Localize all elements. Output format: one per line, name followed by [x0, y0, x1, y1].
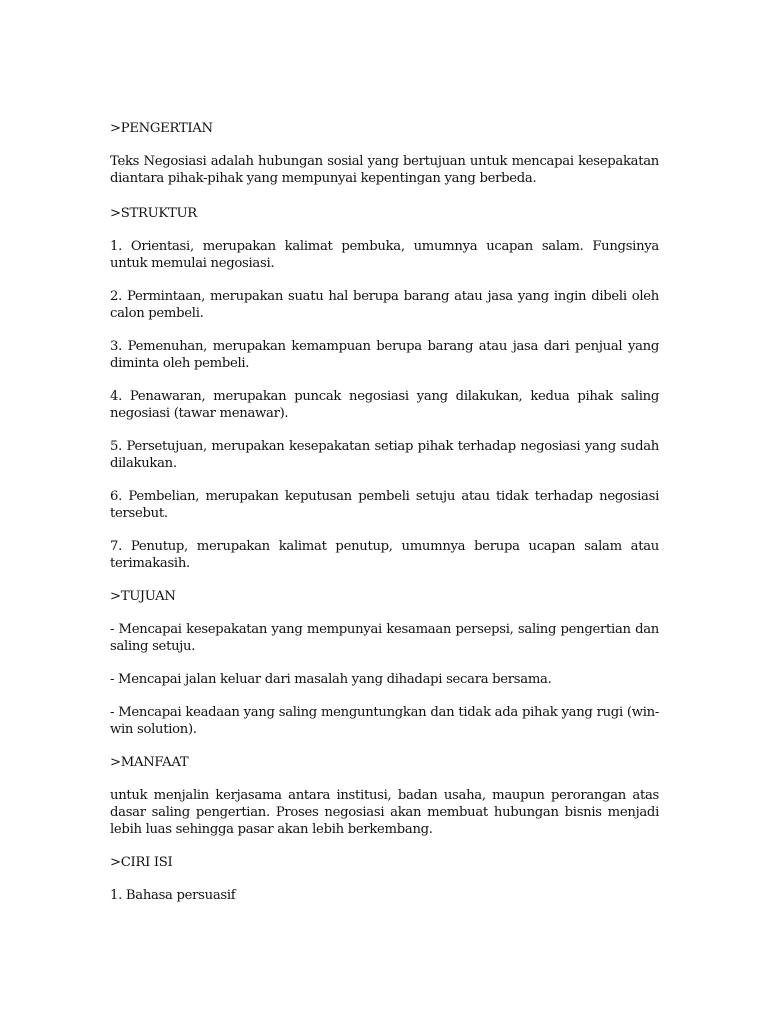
section-heading-struktur: >STRUKTUR: [110, 206, 197, 221]
struktur-item-orientasi: 1. Orientasi, merupakan kalimat pembuka, umumnya ucapan salam. Fungsinya untuk memulai negosiasi.: [110, 239, 659, 271]
manfaat-paragraph: untuk menjalin kerjasama antara institusi, badan usaha, maupun perorangan atas dasar saling pengertian. Proses negosiasi akan membuat hubungan bisnis menjadi lebih luas sehingga pasar akan lebih berkembang.: [110, 788, 659, 837]
struktur-item-pemenuhan: 3. Pemenuhan, merupakan kemampuan berupa barang atau jasa dari penjual yang diminta oleh pembeli.: [110, 339, 659, 371]
tujuan-item-kesepakatan: - Mencapai kesepakatan yang mempunyai kesamaan persepsi, saling pengertian dan saling setuju.: [110, 622, 659, 654]
section-heading-tujuan: >TUJUAN: [110, 589, 176, 604]
struktur-item-persetujuan: 5. Persetujuan, merupakan kesepakatan setiap pihak terhadap negosiasi yang sudah dilakukan.: [110, 439, 659, 471]
ciri-isi-item-bahasa-persuasif: 1. Bahasa persuasif: [110, 888, 236, 903]
pengertian-paragraph: Teks Negosiasi adalah hubungan sosial yang bertujuan untuk mencapai kesepakatan diantara pihak-pihak yang mempunyai kepentingan yang berbeda.: [110, 154, 659, 186]
struktur-item-permintaan: 2. Permintaan, merupakan suatu hal berupa barang atau jasa yang ingin dibeli oleh calon pembeli.: [110, 289, 659, 321]
struktur-item-pembelian: 6. Pembelian, merupakan keputusan pembeli setuju atau tidak terhadap negosiasi tersebut.: [110, 489, 659, 521]
tujuan-item-win-win: - Mencapai keadaan yang saling menguntungkan dan tidak ada pihak yang rugi (win-win solution).: [110, 705, 659, 737]
struktur-item-penutup: 7. Penutup, merupakan kalimat penutup, umumnya berupa ucapan salam atau terimakasih.: [110, 539, 659, 571]
struktur-item-penawaran: 4. Penawaran, merupakan puncak negosiasi yang dilakukan, kedua pihak saling negosiasi (tawar menawar).: [110, 389, 659, 421]
section-heading-ciri-isi: >CIRI ISI: [110, 855, 173, 870]
tujuan-item-jalan-keluar: - Mencapai jalan keluar dari masalah yang dihadapi secara bersama.: [110, 672, 552, 687]
section-heading-manfaat: >MANFAAT: [110, 755, 189, 770]
section-heading-pengertian: >PENGERTIAN: [110, 121, 213, 136]
document-page: [110, 120, 659, 920]
